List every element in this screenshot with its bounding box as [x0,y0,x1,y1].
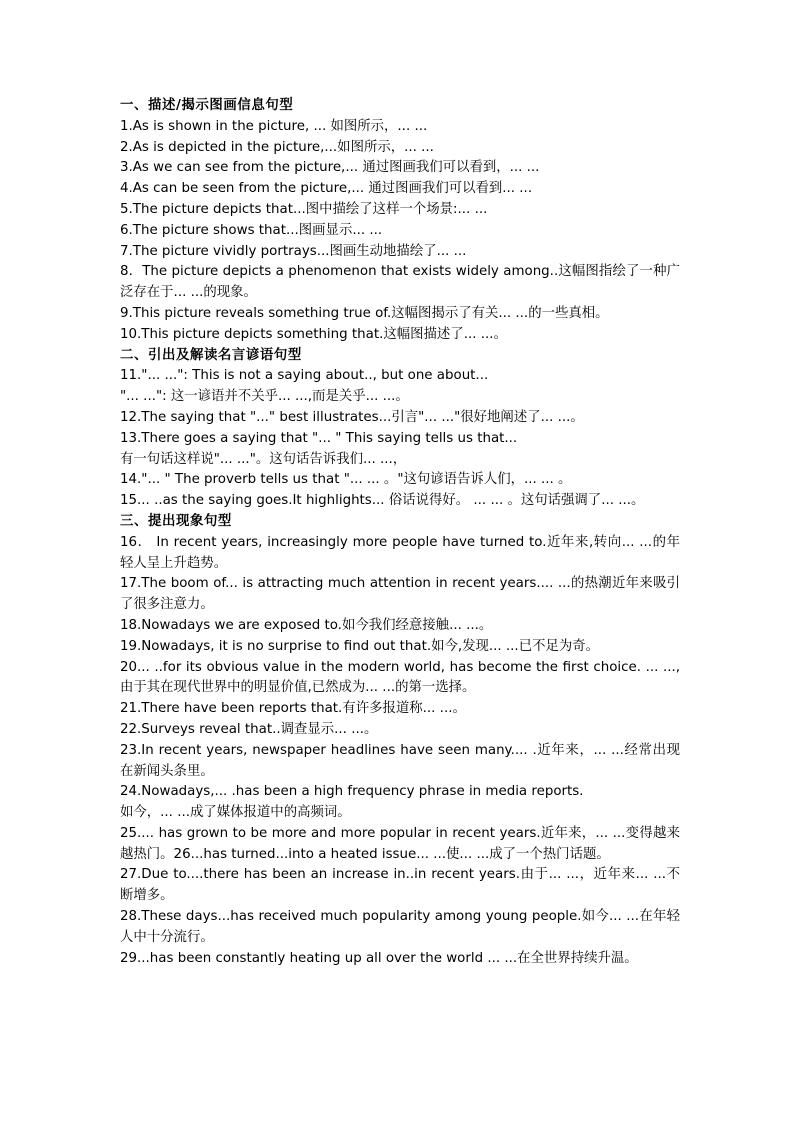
list-item: 21.There have been reports that.有许多报道称... ...。 [120,701,466,717]
list-item: 24.Nowadays,... .has been a high frequency phrase in media reports. [120,784,584,800]
section-heading-2: 二、引出及解读名言谚语句型 [120,347,302,363]
list-item: 22.Surveys reveal that..调查显示... ...。 [120,721,378,737]
list-item: 10.This picture depicts something that.这幅图描述了... ...。 [120,326,507,342]
list-item: 23.In recent years, newspaper headlines have seen many.... .近年来，... ...经常出现在新闻头条里。 [120,742,680,779]
list-item: 12.The saying that "..." best illustrates...引言"... ..."很好地阐述了... ...。 [120,409,584,425]
list-item: 1.As is shown in the picture, ... 如图所示，... ... [120,118,428,134]
list-item: 17.The boom of... is attracting much attention in recent years.... ...的热潮近年来吸引了很多注意力。 [120,576,680,613]
list-item: 14."... " The proverb tells us that "... ... 。"这句谚语告诉人们，... ... 。 [120,472,572,488]
list-item: 3.As we can see from the picture,... 通过图画我们可以看到，... ... [120,160,540,176]
list-item: 15... ..as the saying goes.It highlights... 俗话说得好。 ... ... 。这句话强调了... ...。 [120,493,645,509]
list-item: 7.The picture vividly portrays...图画生动地描绘了... ... [120,243,467,259]
list-item: 2.As is depicted in the picture,...如图所示，... ... [120,139,434,155]
list-item: 28.These days...has received much popularity among young people.如今... ...在年轻人中十分流行。 [120,909,680,945]
list-item: 13.There goes a saying that "... " This saying tells us that... [120,430,518,446]
list-item: 如今，... ...成了媒体报道中的高频词。 [120,805,351,821]
list-item: 20... ..for its obvious value in the modern world, has become the first choice. ... ...,由于其在现代世界中的明显价值,已然成为... ...的第一选择。 [120,659,680,696]
section-heading-1: 一、描述/揭示图画信息句型 [120,98,294,113]
list-item: 有一句话这样说"... ..."。这句话告诉我们... ...， [120,451,407,467]
document-page [120,96,680,969]
list-item: 29...has been constantly heating up all over the world ... ...在全世界持续升温。 [120,950,638,966]
list-item: 27.Due to....there has been an increase in..in recent years.由于... ...，近年来... ...不断增多。 [120,867,680,904]
list-item: 8．The picture depicts a phenomenon that exists widely among..这幅图指绘了一种广泛存在于... ...的现象。 [120,264,680,301]
list-item: "... ...": 这一谚语并不关乎... ...,而是关乎... ...。 [120,389,409,405]
list-item: 18.Nowadays we are exposed to.如今我们经意接触... ...。 [120,617,493,633]
list-item: 16． In recent years, increasingly more people have turned to.近年来,转向... ...的年轻人呈上升趋势。 [120,534,680,571]
list-item: 11."... ...": This is not a saying about.., but one about... [120,368,489,384]
list-item: 6.The picture shows that...图画显示... ... [120,222,383,238]
list-item: 4.As can be seen from the picture,... 通过图画我们可以看到... ... [120,181,533,197]
list-item: 19.Nowadays, it is no surprise to find out that.如今,发现... ...已不足为奇。 [120,638,600,654]
list-item: 25.... has grown to be more and more popular in recent years.近年来，... ...变得越来越热门。26...has turned...into a heated issue... ...使... ...成了一个热门话题。 [120,825,680,862]
list-item: 9.This picture reveals something true of.这幅图揭示了有关... ...的一些真相。 [120,305,609,321]
section-heading-3: 三、提出现象句型 [120,513,232,529]
list-item: 5.The picture depicts that...图中描绘了这样一个场景:... ... [120,201,488,217]
